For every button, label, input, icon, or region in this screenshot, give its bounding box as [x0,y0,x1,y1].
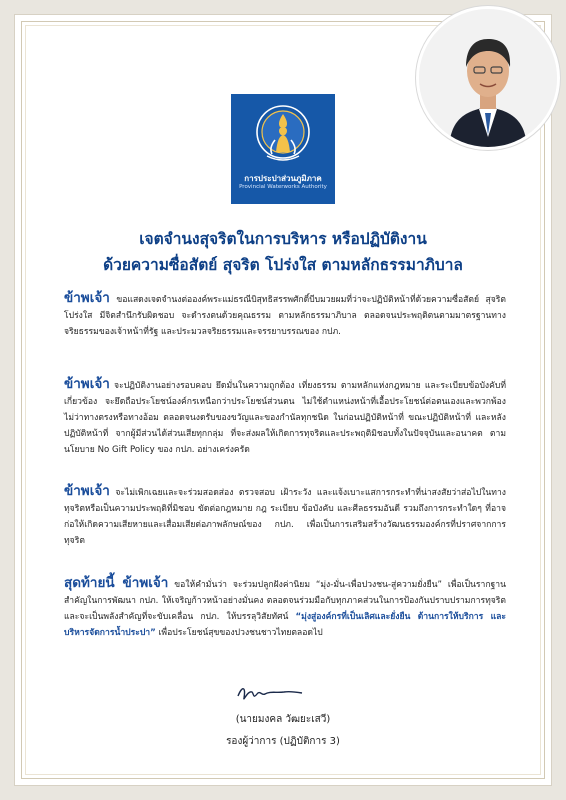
paragraph-lead: สุดท้ายนี้ ข้าพเจ้า [64,575,169,591]
vision-statement: “มุ่งสู่องค์กรที่เป็นเลิศและยั่งยืน ด้านการให้บริการ และบริหารจัดการน้ำประปา” [64,612,506,638]
paragraph-lead: ข้าพเจ้า [64,376,110,392]
paragraph-4 [64,575,506,641]
paragraph-text: จะปฏิบัติงานอย่างรอบคอบ ยึดมั่นในความถูกต้อง เที่ยงธรรม ตามหลักแห่งกฎหมาย และระเบียบข้อบังคับที่เกี่ยวข้อง จะยึดถือประโยชน์องค์กรเหนือกว่าประโยชน์ส่วนตน ไม่ใช้ตำแหน่งหน้าที่เอื้อประโยชน์ต่อตนเองและพวกพ้อง ไม่ว่าทางตรงหรือทางอ้อม ตลอดจนงดรับของขวัญและของกำนัลทุกชนิด ในก่อนปฏิบัติหน้าที่ ขณะปฏิบัติหน้าที่ และหลังปฏิบัติหน้าที่ จากผู้มีส่วนได้ส่วนเสียทุกกลุ่ม ที่จะส่งผลให้เกิดการทุจริตและประพฤติมิชอบทั้งในปัจจุบันและอนาคต ตามนโยบาย No Gift Policy ของ กปภ. อย่างเคร่งครัด [64,381,506,455]
pwa-logo [231,94,335,204]
paragraph-text: เพื่อประโยชน์สุขของปวงชนชาวไทยตลอดไป [155,628,323,638]
portrait-figure [419,9,557,147]
signer-name: (นายมงคล วัฒยะเสวี) [235,714,331,725]
document-title-line-1: เจตจำนงสุจริตในการบริหาร หรือปฏิบัติงาน [139,230,427,248]
paragraph-text: ขอให้คำมั่นว่า จะร่วมปลูกฝังค่านิยม “มุ่ง-มั่น-เพื่อปวงชน-สู่ความยั่งยืน” เพื่อเป็นรากฐานสำคัญในการพัฒนา กปภ. ให้เจริญก้าวหน้าอย่างมั่นคง ตลอดจนร่วมมือกับทุกภาคส่วนในการป้องกันปราบปรามการทุจริต และจะเป็นพลังสำคัญที่จะขับเคลื่อน กปภ. ให้บรรลุวิสัยทัศน์ [64,580,506,622]
signer-position: รองผู้ว่าการ (ปฏิบัติการ 3) [226,736,340,747]
logo-name-th: การประปาส่วนภูมิภาค [244,174,322,183]
paragraph-2 [64,376,506,458]
document-title-line-2: ด้วยความซื่อสัตย์ สุจริต โปร่งใส ตามหลักธรรมาภิบาล [103,256,463,274]
portrait-photo [416,6,560,150]
logo-name-en: Provincial Waterworks Authority [239,184,327,190]
paragraph-lead: ข้าพเจ้า [64,483,110,499]
paragraph-1 [64,290,506,340]
handwritten-signature [232,682,308,704]
paragraph-text: ขอแสดงเจตจำนงต่อองค์พระแม่ธรณีบิสุทธิสรรพศักดิ์บีบมวยผมที่ว่าจะปฏิบัติหน้าที่ด้วยความซื่อสัตย์ สุจริต โปร่งใส มีจิตสำนึกรับผิดชอบ จะดำรงตนด้วยคุณธรรม ตามหลักธรรมาภิบาล ตลอดจนประพฤติตนตามมาตรฐานทางจริยธรรมของเจ้าหน้าที่รัฐ และประมวลจริยธรรมและจรรยาบรรณของ กปภ. [64,295,506,337]
paragraph-lead: ข้าพเจ้า [64,290,110,306]
paragraph-3 [64,483,506,549]
emblem-icon [253,100,313,170]
paragraph-text: จะไม่เพิกเฉยและจะร่วมสอดส่อง ตรวจสอบ เฝ้าระวัง และแจ้งเบาะแสการกระทำที่น่าสงสัยว่าส่อไปในทางทุจริตหรือเป็นความประพฤติที่มิชอบ ขัดต่อกฎหมาย กฎ ระเบียบ ข้อบังคับ และศีลธรรมอันดี รวมถึงการกระทำใดๆ ที่อาจก่อให้เกิดความเสียหายและเสื่อมเสียต่อภาพลักษณ์ของ กปภ. เพื่อเป็นการเสริมสร้างวัฒนธรรมองค์กรที่ปราศจากการทุจริต [64,488,506,546]
